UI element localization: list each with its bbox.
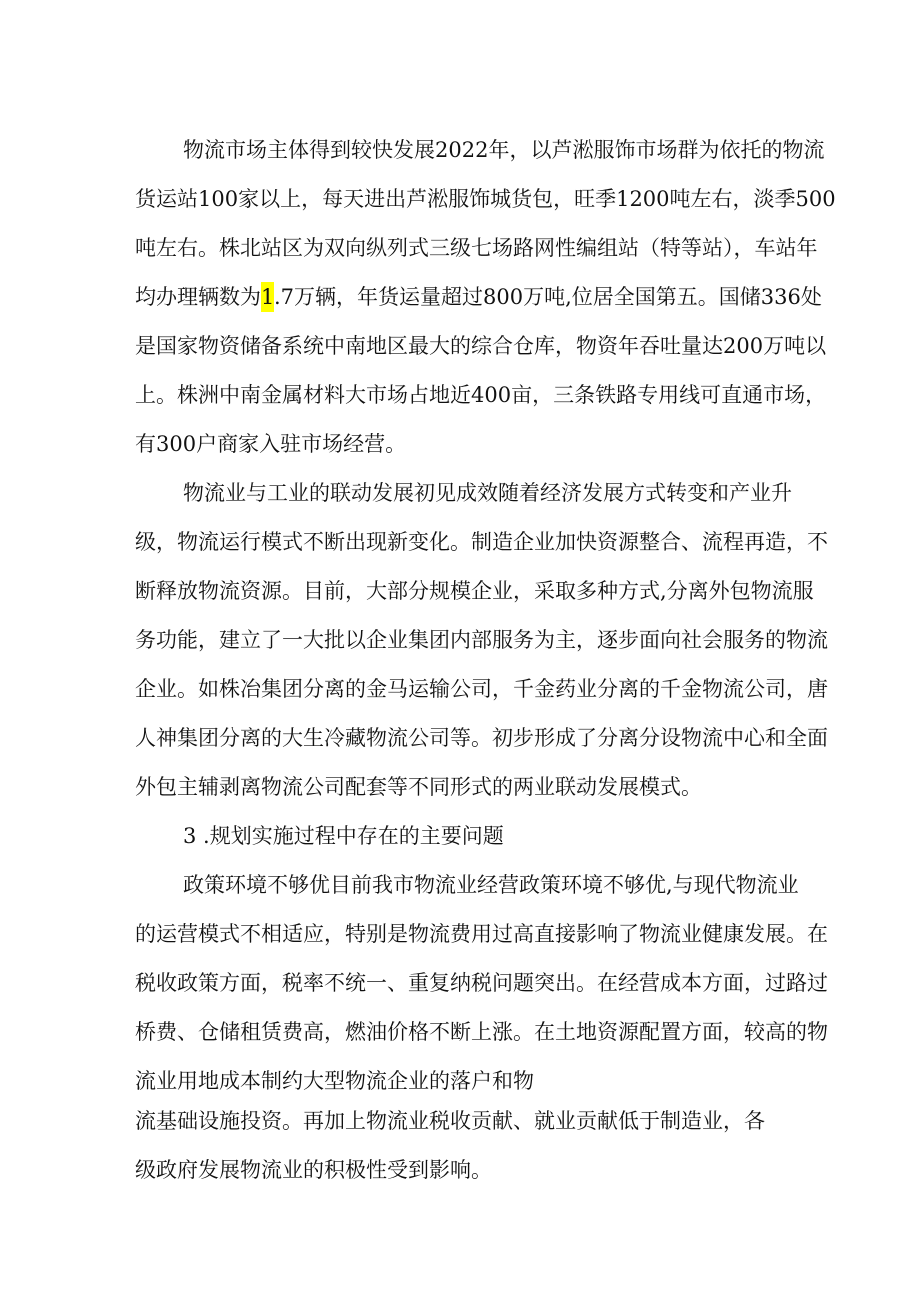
paragraph-line: 政策环境不够优目前我市物流业经营政策环境不够优,与现代物流业: [183, 873, 799, 897]
section-heading: 3 .规划实施过程中存在的主要问题: [183, 824, 504, 848]
paragraph-line: 级政府发展物流业的积极性受到影响。: [135, 1158, 492, 1182]
paragraph-line: 货运站100家以上，每天进出芦淞服饰城货包，旺季1200吨左右，淡季500: [135, 187, 836, 211]
paragraph-line: 物流业与工业的联动发展初见成效随着经济发展方式转变和产业升: [183, 481, 792, 505]
paragraph-line: 企业。如株冶集团分离的金马运输公司，千金药业分离的千金物流公司，唐: [135, 677, 828, 701]
paragraph-line: 税收政策方面，税率不统一、重复纳税问题突出。在经营成本方面，过路过: [135, 971, 828, 995]
paragraph-line: [135, 282, 822, 312]
paragraph-line: 流业用地成本制约大型物流企业的落户和物: [135, 1069, 534, 1093]
paragraph-line: 流基础设施投资。再加上物流业税收贡献、就业贡献低于制造业，各: [135, 1109, 765, 1133]
paragraph-line: 外包主辅剥离物流公司配套等不同形式的两业联动发展模式。: [135, 775, 702, 799]
line-text-pre: 均办理辆数为: [135, 285, 261, 309]
paragraph-line: 级，物流运行模式不断出现新变化。制造企业加快资源整合、流程再造，不: [135, 530, 828, 554]
paragraph-line: 断释放物流资源。目前，大部分规模企业，采取多种方式,分离外包物流服: [135, 579, 814, 603]
paragraph-line: 有300户商家入驻市场经营。: [135, 432, 407, 456]
paragraph-line: 物流市场主体得到较快发展2022年，以芦淞服饰市场群为依托的物流: [183, 138, 825, 162]
line-text-post: .7万辆，年货运量超过800万吨,位居全国第五。国储336处: [274, 285, 822, 309]
paragraph-line: 的运营模式不相适应，特别是物流费用过高直接影响了物流业健康发展。在: [135, 922, 828, 946]
paragraph-line: 吨左右。株北站区为双向纵列式三级七场路网性编组站（特等站），车站年: [135, 236, 818, 260]
paragraph-line: 上。株洲中南金属材料大市场占地近400亩，三条铁路专用线可直通市场，: [135, 383, 827, 407]
highlighted-text: 1: [261, 282, 274, 312]
paragraph-line: 务功能，建立了一大批以企业集团内部服务为主，逐步面向社会服务的物流: [135, 628, 828, 652]
paragraph-line: 桥费、仓储租赁费高，燃油价格不断上涨。在土地资源配置方面，较高的物: [135, 1020, 828, 1044]
paragraph-line: 是国家物资储备系统中南地区最大的综合仓库，物资年吞吐量达200万吨以: [135, 334, 827, 358]
paragraph-line: 人神集团分离的大生冷藏物流公司等。初步形成了分离分设物流中心和全面: [135, 726, 828, 750]
